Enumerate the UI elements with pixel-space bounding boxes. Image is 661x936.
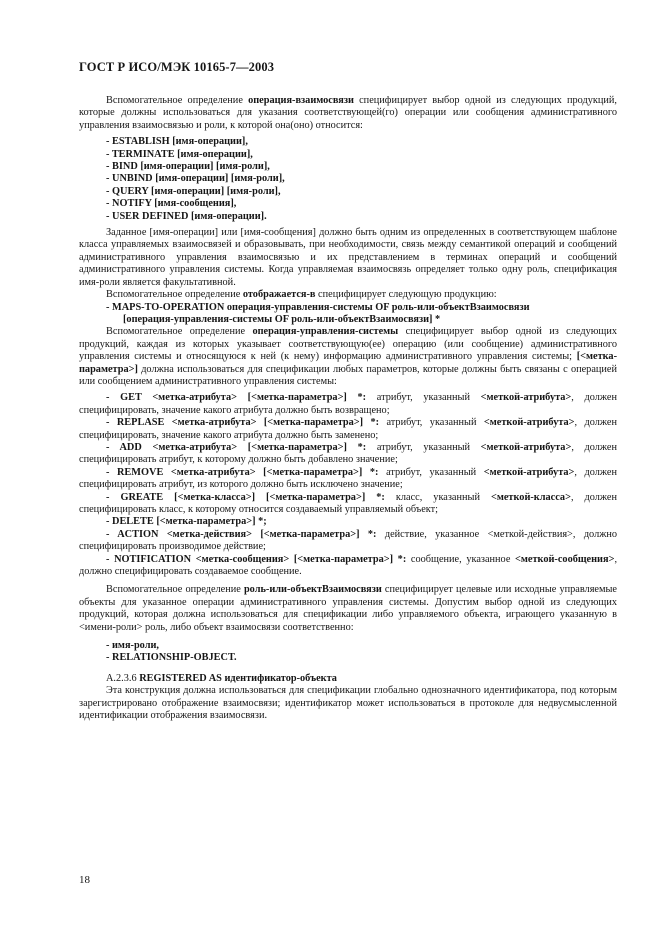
standard-header: ГОСТ Р ИСО/МЭК 10165-7—2003 [79,60,275,74]
text-run: атрибут, указанный [378,466,484,478]
list-item: - NOTIFY [имя-сообщения], [106,198,237,210]
paragraph-maps-to [79,289,617,301]
term-bold: операция-взаимосвязи [248,95,354,106]
text-run: специфицирует следующую продукцию: [315,289,497,301]
text-run: , должен специфицировать, значение какого атрибута должно быть возвращено; [79,392,617,416]
maps-production [79,302,617,327]
op-replace [79,417,617,442]
term-bold: отображается-в [242,289,316,301]
text-run: , должно специфицировать создаваемое сообщение. [79,553,618,578]
page-number: 18 [79,874,90,886]
text-run: атрибут, указанный [379,417,484,429]
op-add [79,442,617,467]
text-run: специфицирует целевые или исходные управляемые объекты для указанное операции административного управления системы. Допустим выбор одной из следующих продукций, которая должна использоваться для спецификации либо управляемого объекта, играющего указанную в <имени-роли> роль, либо объект взаимосвязи соответственно: [79,584,617,633]
op-get [79,392,617,417]
op-label: - NOTIFICATION <метка-сообщения> [<метка-параметра>] *: [106,553,407,565]
list-item: - UNBIND [имя-операции] [имя-роли], [106,173,285,185]
text-run: Вспомогательное определение [106,584,244,596]
text-run: , должен специфицировать класс, к которому относится создаваемый управляемый объект; [79,491,617,515]
op-notification [79,554,617,579]
list-item: - QUERY [имя-операции] [имя-роли], [106,185,281,197]
op-label: - DELETE [<метка-параметра>] *; [106,516,267,528]
term-bold: <меткой-атрибута> [480,392,572,404]
text-run: , должен специфицировать атрибут, к которому должно быть добавлено значение; [79,441,617,466]
page-content [79,95,617,723]
paragraph-system-management-operation [79,326,617,388]
maps-line-2: [операция-управления-системы OF роль-или-объектВзаимосвязи] * [123,313,441,325]
text-run: атрибут, указанный [366,392,481,404]
text-run: действие, указанное <меткой-действия>, должно специфицировать производимое действие; [79,528,617,553]
op-label: - REMOVE <метка-атрибута> [<метка-параметра>] *: [106,466,379,478]
text-run: должна использоваться для спецификации любых параметров, которые должны быть связаны с операцией или сообщением административного управления системы: [79,363,617,387]
op-action [79,529,617,554]
term-bold: <меткой-атрибута> [483,417,575,429]
list-item: - ESTABLISH [имя-операции], [106,136,248,148]
role-list [79,640,617,665]
maps-line-1: - MAPS-TO-OPERATION операция-управления-системы OF роль-или-объектВзаимосвязи [106,301,530,313]
list-item: - USER DEFINED [имя-операции]. [106,210,267,222]
text-run: Вспомогательное определение [106,289,243,301]
text-run: , должен специфицировать, значение какого атрибута должно быть заменено; [79,417,617,441]
op-label: - GREATE [<метка-класса>] [<метка-параметра>] *: [106,491,385,503]
op-label: - GET <метка-атрибута> [<метка-параметра>] *: [106,392,367,404]
section-number: A.2.3.6 [106,672,140,684]
op-delete [79,516,617,528]
paragraph-relationship-operation [79,95,617,132]
term-bold: <меткой-класса> [490,491,571,503]
text-run: атрибут, указанный [366,441,481,453]
operation-list [79,136,617,223]
section-heading [79,673,617,685]
term-bold: <меткой-атрибута> [480,441,572,453]
term-bold: <меткой-сообщения> [515,553,615,565]
paragraph-registered-as: Эта конструкция должна использоваться для спецификации глобально однозначного идентификатора, под которым зарегистрировано отображение взаимосвязи; идентификатор может использоваться в протоколе для недвусмысленной идентификации отображения взаимосвязи. [79,685,617,722]
paragraph-role-or-relationship-object [79,584,617,634]
list-item: - TERMINATE [имя-операции], [106,148,253,160]
text-run: специфицирует выбор одной из следующих продукций, каждая из которых указывает соответствующую(ее) операцию (или сообщение) административного управления системы и относящуюся к ней (к нему) информацию административного управления системы; [79,326,617,363]
list-item: - имя-роли, [106,640,159,652]
list-item: - RELATIONSHIP-OBJECT. [106,652,237,664]
text-run: специфицирует выбор одной из следующих продукций, которые должны использоваться для указания соответствующей(го) операции или сообщения административного управления взаимосвязью и роли, к которой она(оно) относится: [79,95,617,131]
op-create [79,492,617,517]
op-label: - ACTION <метка-действия> [<метка-параметра>] *: [106,528,377,540]
text-run: класс, указанный [384,491,491,503]
paragraph-operation-name: Заданное [имя-операции] или [имя-сообщения] должно быть одним из определенных в соответствующем шаблоне класса управляемых взаимосвязей и образовывать, при необходимости, связь между семантикой операций и сообщений административного управления взаимосвязью и их представлением в терминах операций и сообщений административного управления системы. Когда управляемая взаимосвязь определяет только одну роль, спецификация имя-роли является факультативной. [79,227,617,288]
text-run: Вспомогательное определение [106,326,253,338]
op-label: - ADD <метка-атрибута> [<метка-параметра>] *: [106,441,367,453]
term-bold: операция-управления-системы [252,326,399,338]
text-run: Вспомогательное определение [106,95,249,106]
term-bold: <меткой-атрибута> [483,466,575,478]
list-item: - BIND [имя-операции] [имя-роли], [106,161,270,173]
op-remove [79,467,617,492]
section-title: REGISTERED AS идентификатор-объекта [139,672,337,684]
op-label: - REPLASE <метка-атрибута> [<метка-параметра>] *: [106,417,380,429]
term-bold: роль-или-объектВзаимосвязи [243,584,382,596]
term-bold: [<метка-параметра>] [79,351,617,375]
text-run: сообщение, указанное [406,553,516,565]
text-run: , должен специфицировать атрибут, из которого должно быть исключено значение; [79,466,617,491]
